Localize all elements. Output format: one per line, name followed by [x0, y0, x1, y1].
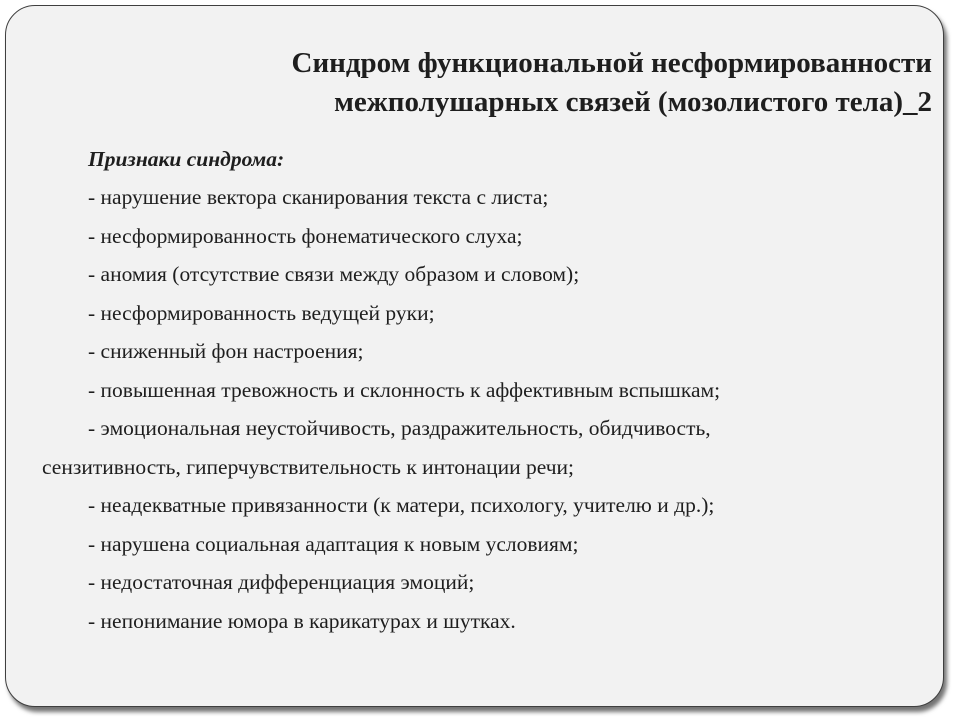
list-item: - аномия (отсутствие связи между образом и словом); [88, 262, 580, 286]
list-item-wrapped [42, 409, 922, 486]
slide-body [42, 140, 922, 640]
slide-title [52, 44, 932, 122]
list-item: - сниженный фон настроения; [88, 339, 364, 363]
list-item-continuation: сензитивность, гиперчувствительность к интонации речи; [42, 454, 575, 479]
list-item: - непонимание юмора в карикатурах и шутках. [88, 608, 516, 633]
list-item: - недостаточная дифференциация эмоций; [88, 570, 475, 594]
title-line-2: межполушарных связей (мозолистого тела)_2 [334, 86, 932, 118]
title-line-1: Синдром функциональной несформированности [291, 47, 932, 79]
list-item: - неадекватные привязанности (к матери, психологу, учителю и др.); [88, 493, 715, 517]
list-item: - несформированность ведущей руки; [88, 300, 435, 325]
symptom-list [42, 178, 922, 640]
subtitle: Признаки синдрома: [88, 147, 285, 171]
list-item: - несформированность фонематического слуха; [88, 223, 523, 248]
list-item: - нарушение вектора сканирования текста с листа; [88, 185, 549, 209]
list-item-text: - эмоциональная неустойчивость, раздражительность, обидчивость, [88, 416, 711, 440]
list-item: - нарушена социальная адаптация к новым условиям; [88, 531, 579, 556]
list-item: - повышенная тревожность и склонность к аффективным вспышкам; [88, 377, 721, 402]
